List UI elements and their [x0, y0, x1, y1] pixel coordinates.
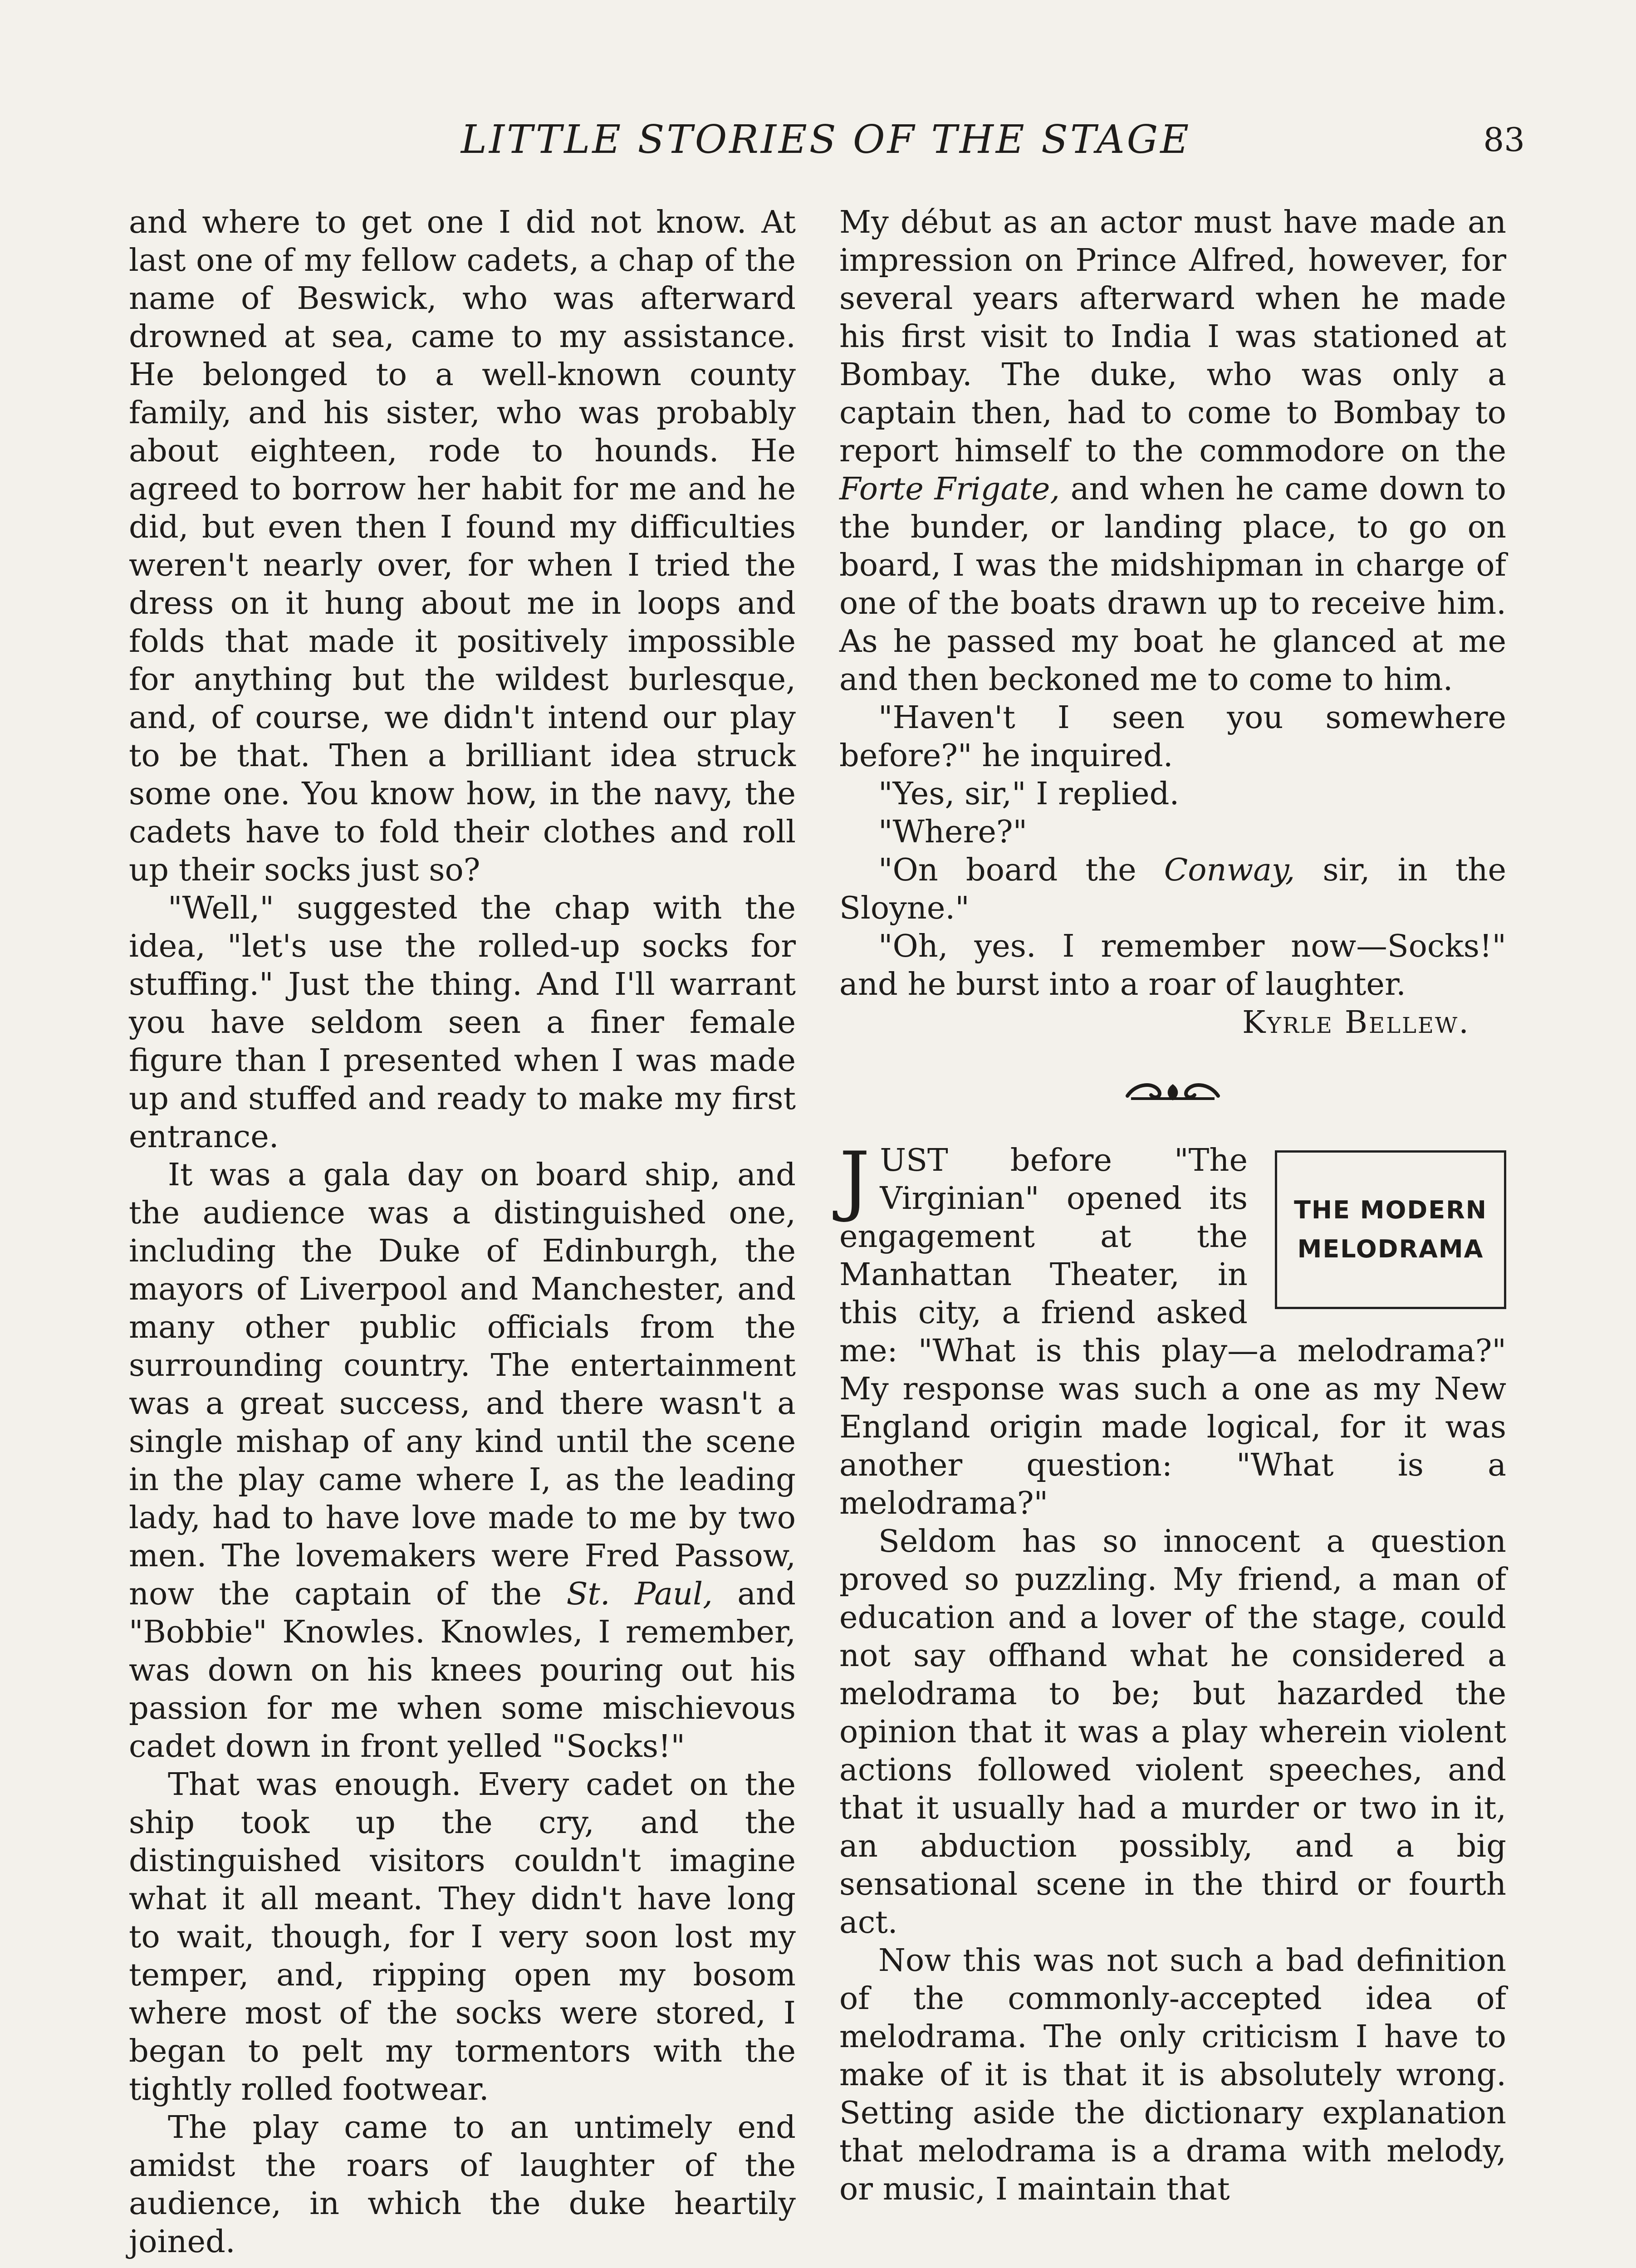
- section-title-box: [1275, 1150, 1506, 1309]
- paragraph: and where to get one I did not know. At last one of my fellow cadets, a chap of the name of Beswick, who was afterward drowned at sea, came to my assistance. He belonged to a well-known county family, and his sister, who was probably about eighteen, rode to hounds. He agreed to borrow her habit for me and he did, but even then I found my difficulties weren't nearly over, for when I tried the dress on it hung about me in loops and folds that made it positively impossible for anything but the wildest burlesque, and, of course, we didn't intend our play to be that. Then a brilliant idea struck some one. You know how, in the navy, the cadets have to fold their clothes and roll up their socks just so?: [129, 204, 796, 888]
- text-run: My début as an actor must have made an impression on Prince Alfred, however, for several years afterward when he made his first visit to India I was stationed at Bombay. The duke, who was only a captain then, had to come to Bombay to report himself to the commodore on the: [839, 204, 1506, 469]
- scroll-ornament-icon: [839, 1041, 1506, 1141]
- paragraph: "Well," suggested the chap with the idea, "let's use the rolled-up socks for stuffing." Just the thing. And I'll warrant you have seldom seen a finer female figure than I presented when I was made up and stuffed and ready to make my first entrance.: [129, 890, 796, 1155]
- paragraph: "Where?": [878, 814, 1028, 850]
- section-title-line: THE MODERN: [1294, 1196, 1487, 1224]
- drop-cap: J: [839, 1135, 870, 1224]
- paragraph: "Yes, sir," I replied.: [878, 776, 1180, 812]
- text-run: and when he came down to the bunder, or landing place, to go on board, I was the midshipman in charge of one of the boats drawn up to receive him. As he passed my boat he glanced at me and then beckoned me to come to him.: [839, 471, 1506, 698]
- left-column: [129, 203, 796, 2261]
- paragraph: The play came to an untimely end amidst the roars of laughter of the audience, in which the duke heartily joined.: [129, 2109, 796, 2260]
- paragraph: [839, 851, 1506, 927]
- text-run: It was a gala day on board ship, and the audience was a distinguished one, including the Duke of Edinburgh, the mayors of Liverpool and Manchester, and many other public officials from the surrounding country. The entertainment was a great success, and there wasn't a single mishap of any kind until the scene in the play came where I, as the leading lady, had to have love made to me by two men. The lovemakers were Fred Passow, now the captain of the: [129, 1157, 796, 1612]
- right-column: [839, 203, 1506, 2208]
- ship-name: St. Paul,: [566, 1576, 713, 1612]
- page-header: [127, 117, 1525, 167]
- section-title-line: MELODRAMA: [1297, 1235, 1484, 1263]
- text-run: "On board the: [878, 852, 1136, 888]
- paragraph: Seldom has so innocent a question proved so puzzling. My friend, a man of education and a lover of the stage, could not say offhand what he considered a melodrama to be; but hazarded the opinion that it was a play wherein violent actions followed violent speeches, and that it usually had a murder or two in it, an abduction possibly, and a big sensational scene in the third or fourth act.: [839, 1523, 1506, 1941]
- paragraph: "Oh, yes. I remember now—Socks!" and he burst into a roar of laughter.: [839, 928, 1506, 1002]
- text-run: and "Bobbie" Knowles. Knowles, I remember, was down on his knees pouring out his passion for me when some mischievous cadet down in front yelled "Socks!": [129, 1576, 796, 1765]
- paragraph: [129, 1156, 796, 1765]
- running-title: LITTLE STORIES OF THE STAGE: [460, 117, 1191, 162]
- text-run: sir, in the Sloyne.": [839, 852, 1506, 926]
- author-byline: Kyrle Bellew.: [1242, 1004, 1470, 1041]
- paragraph: [839, 1135, 1506, 1522]
- paragraph: Now this was not such a bad definition of the commonly-accepted idea of melodrama. The only criticism I have to make of it is that it is absolutely wrong. Setting aside the dictionary explanation that melodrama is a drama with melody, or music, I maintain that: [839, 1942, 1506, 2207]
- paragraph: [839, 203, 1506, 699]
- ship-name: Forte Frigate,: [839, 471, 1060, 507]
- ship-name: Conway,: [1164, 852, 1295, 888]
- text-run: UST before "The Virginian" opened its engagement at the Manhattan Theater, in this city, a friend asked me: "What is this play—a melodrama?" My response was such a one as my New England origin made logical, for it was another question: "What is a melodrama?": [839, 1142, 1506, 1521]
- page-number: 83: [1483, 121, 1525, 159]
- paragraph: "Haven't I seen you somewhere before?" he inquired.: [839, 699, 1506, 774]
- paragraph: That was enough. Every cadet on the ship took up the cry, and the distinguished visitors couldn't imagine what it all meant. They didn't have long to wait, though, for I very soon lost my temper, and, ripping open my bosom where most of the socks were stored, I began to pelt my tormentors with the tightly rolled footwear.: [129, 1766, 796, 2107]
